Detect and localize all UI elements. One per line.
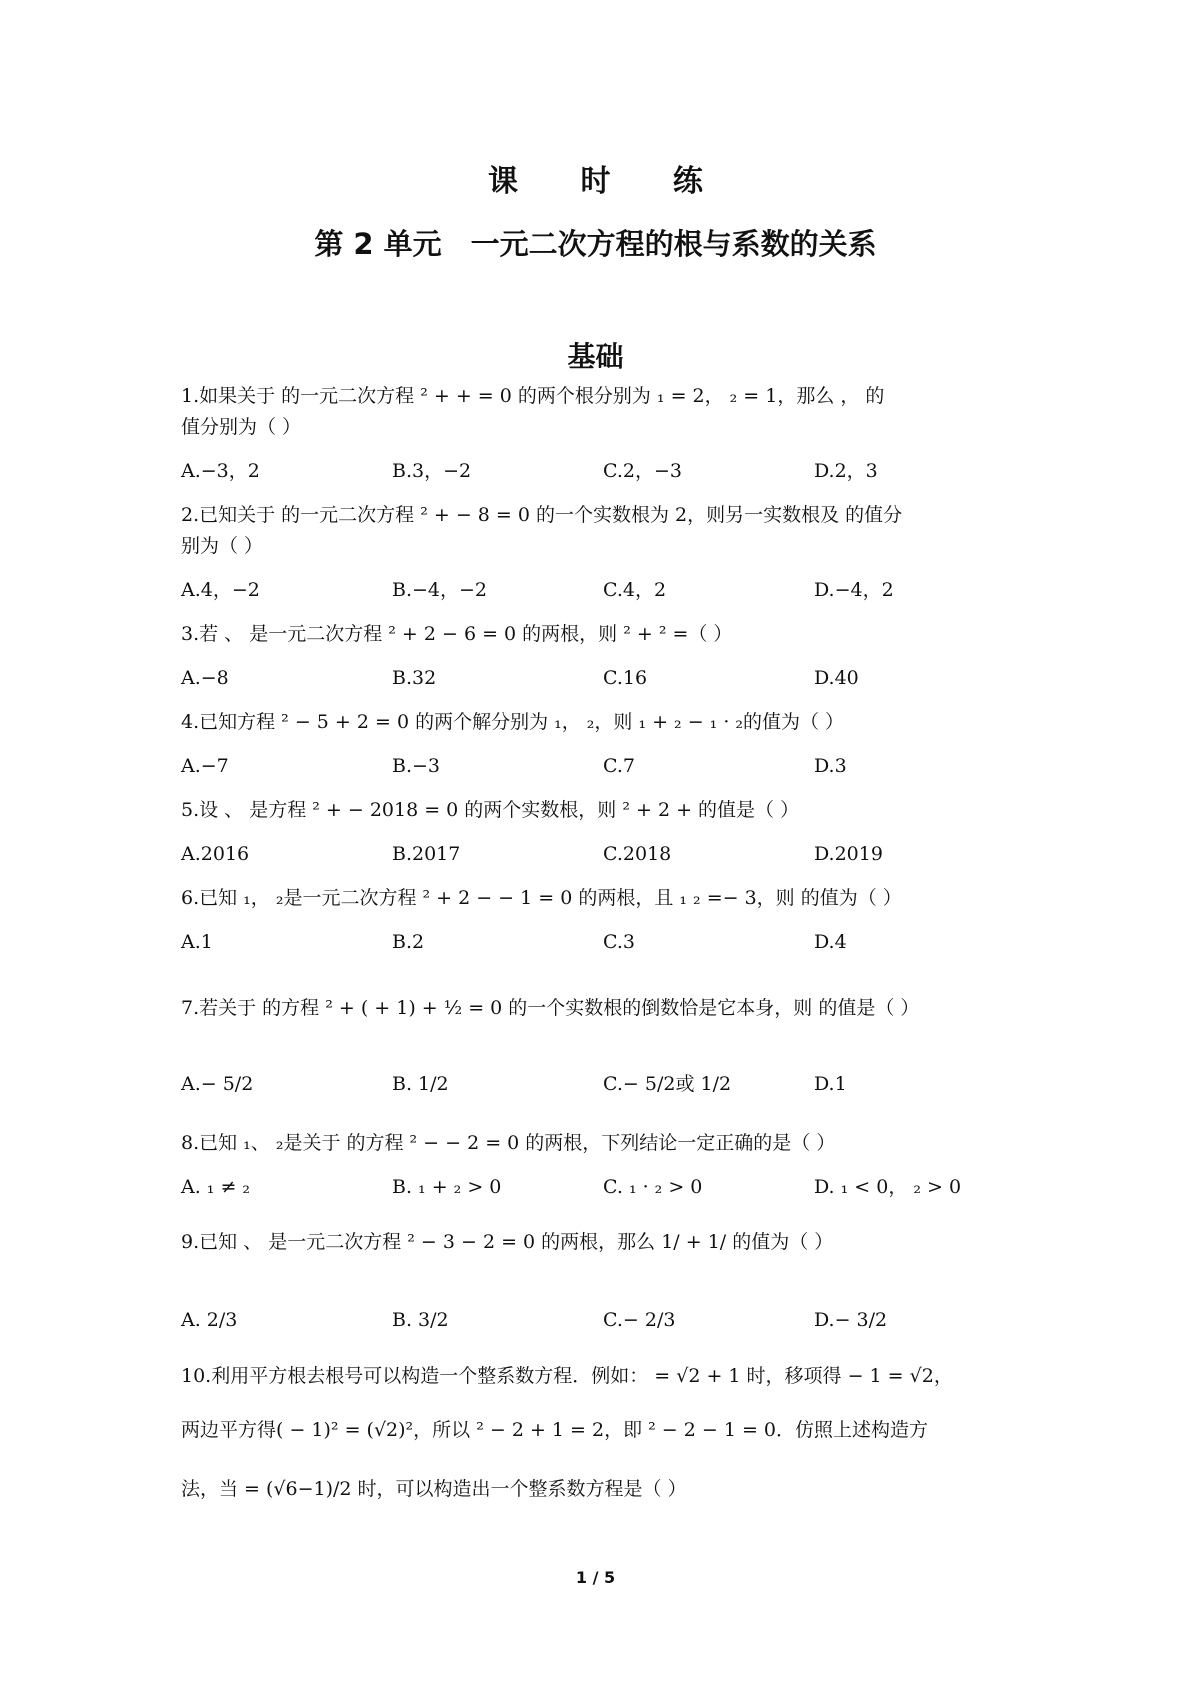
question-2-option-a: A.4，−2 <box>181 579 260 601</box>
question-10-stem-line-1: 10.利用平方根去根号可以构造一个整系数方程．例如： = √2 + 1 时，移项得 − 1 = √2， <box>181 1365 953 1387</box>
page-title: 课 时 练 <box>488 164 729 199</box>
question-5-option-a: A.2016 <box>181 843 250 865</box>
question-2-stem-line-2: 别为（ ） <box>181 535 264 557</box>
question-9-option-b: B. 3/2 <box>392 1309 449 1331</box>
question-4-option-a: A.−7 <box>181 755 229 777</box>
question-1-option-b: B.3，−2 <box>392 460 472 482</box>
question-7-option-c: C.− 5/2或 1/2 <box>603 1073 732 1095</box>
question-8-option-c: C. ₁ · ₂ > 0 <box>603 1176 703 1198</box>
question-4-option-c: C.7 <box>603 755 635 777</box>
question-6-option-d: D.4 <box>814 931 847 953</box>
question-1-option-c: C.2，−3 <box>603 460 682 482</box>
question-1-stem-line-1: 1.如果关于 的一元二次方程 ² + + = 0 的两个根分别为 ₁ = 2， ₂ = 1，那么 ， 的 <box>181 385 885 407</box>
question-8-option-a: A. ₁ ≠ ₂ <box>181 1176 251 1198</box>
question-7-stem-line-1: 7.若关于 的方程 ² + ( + 1) + ½ = 0 的一个实数根的倒数恰是它本身，则 的值是（ ） <box>181 997 920 1019</box>
question-3-option-a: A.−8 <box>181 667 229 689</box>
question-1-option-d: D.2，3 <box>814 460 878 482</box>
question-9-stem-line-1: 9.已知 、 是一元二次方程 ² − 3 − 2 = 0 的两根，那么 1/ + 1/ 的值为（ ） <box>181 1231 834 1253</box>
question-1-option-a: A.−3，2 <box>181 460 260 482</box>
question-7-option-a: A.− 5/2 <box>181 1073 254 1095</box>
question-8-option-b: B. ₁ + ₂ > 0 <box>392 1176 502 1198</box>
question-9-option-d: D.− 3/2 <box>814 1309 888 1331</box>
question-5-option-d: D.2019 <box>814 843 883 865</box>
question-1-stem-line-2: 值分别为（ ） <box>181 416 302 438</box>
section-heading: 基础 <box>567 340 624 373</box>
question-4-option-b: B.−3 <box>392 755 441 777</box>
question-3-option-d: D.40 <box>814 667 859 689</box>
question-6-option-c: C.3 <box>603 931 635 953</box>
question-2-option-b: B.−4，−2 <box>392 579 488 601</box>
question-6-option-a: A.1 <box>181 931 213 953</box>
question-6-stem-line-1: 6.已知 ₁， ₂是一元二次方程 ² + 2 − − 1 = 0 的两根，且 ₁ ₂ =− 3，则 的值为（ ） <box>181 887 902 909</box>
question-5-option-b: B.2017 <box>392 843 461 865</box>
question-9-option-c: C.− 2/3 <box>603 1309 676 1331</box>
question-2-stem-line-1: 2.已知关于 的一元二次方程 ² + − 8 = 0 的一个实数根为 2，则另一实数根及 的值分 <box>181 504 903 526</box>
page-number: 1 / 5 <box>575 1568 616 1587</box>
question-3-option-c: C.16 <box>603 667 648 689</box>
question-3-stem-line-1: 3.若 、 是一元二次方程 ² + 2 − 6 = 0 的两根，则 ² + ² =（ ） <box>181 623 733 645</box>
question-5-option-c: C.2018 <box>603 843 672 865</box>
unit-title: 第 2 单元 一元二次方程的根与系数的关系 <box>314 227 877 261</box>
question-4-option-d: D.3 <box>814 755 847 777</box>
question-4-stem-line-1: 4.已知方程 ² − 5 + 2 = 0 的两个解分别为 ₁， ₂，则 ₁ + ₂ − ₁ · ₂的值为（ ） <box>181 711 845 733</box>
question-2-option-d: D.−4，2 <box>814 579 894 601</box>
question-6-option-b: B.2 <box>392 931 425 953</box>
question-5-stem-line-1: 5.设 、 是方程 ² + − 2018 = 0 的两个实数根，则 ² + 2 + 的值是（ ） <box>181 799 800 821</box>
question-3-option-b: B.32 <box>392 667 437 689</box>
question-7-option-d: D.1 <box>814 1073 847 1095</box>
question-9-option-a: A. 2/3 <box>181 1309 238 1331</box>
question-8-option-d: D. ₁ < 0， ₂ > 0 <box>814 1176 962 1198</box>
question-10-stem-line-2: 两边平方得( − 1)² = (√2)²，所以 ² − 2 + 1 = 2，即 ² − 2 − 1 = 0．仿照上述构造方 <box>181 1419 929 1441</box>
question-10-stem-line-3: 法，当 = (√6−1)/2 时，可以构造出一个整系数方程是（ ） <box>181 1478 687 1500</box>
question-7-option-b: B. 1/2 <box>392 1073 449 1095</box>
question-2-option-c: C.4，2 <box>603 579 667 601</box>
question-8-stem-line-1: 8.已知 ₁、 ₂是关于 的方程 ² − − 2 = 0 的两根，下列结论一定正确的是（ ） <box>181 1132 836 1154</box>
